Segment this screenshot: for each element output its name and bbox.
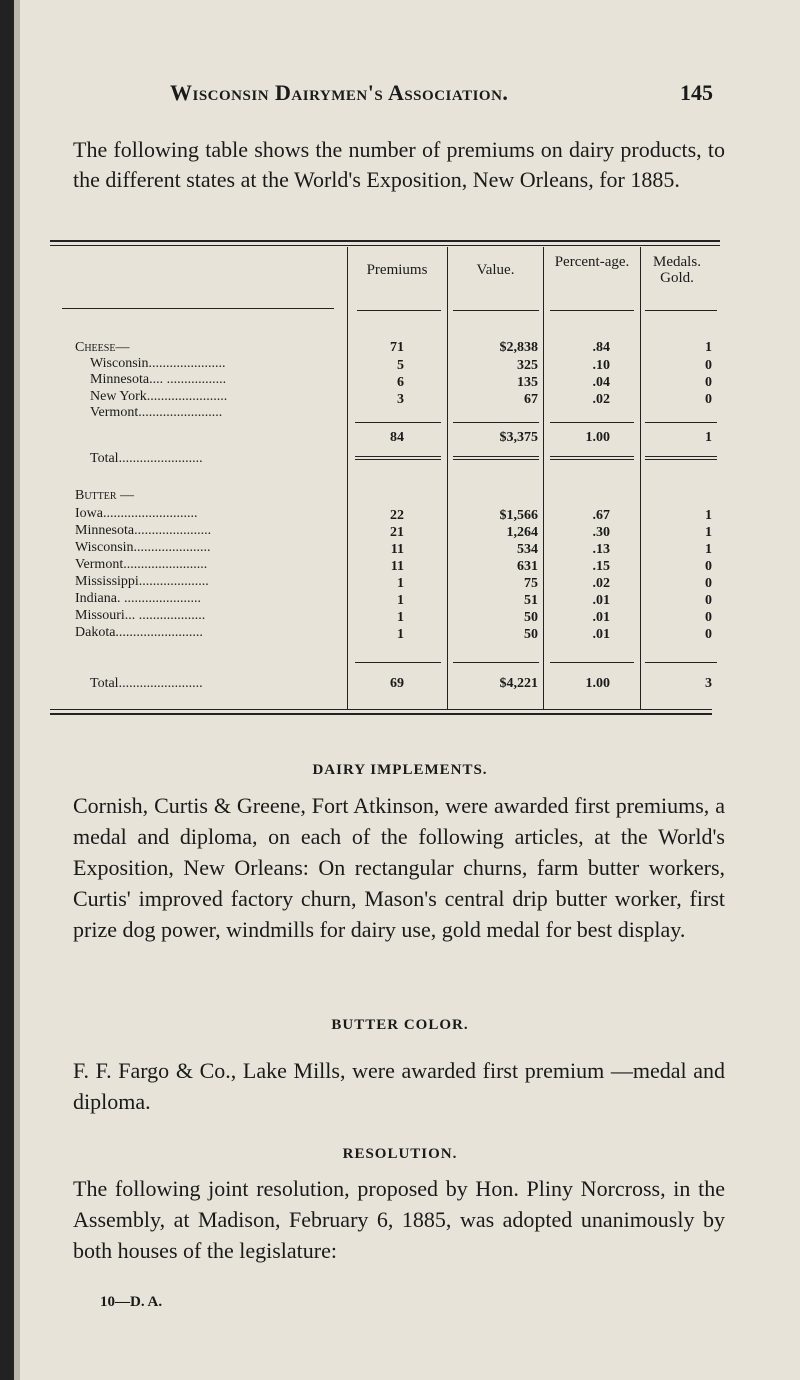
butter-total-label: Total........................	[90, 676, 203, 691]
cell-medals: 0	[705, 576, 712, 591]
cell-premiums: 6	[397, 375, 404, 390]
butter-total-percent: 1.00	[585, 676, 610, 691]
cheese-heading: Cheese—	[75, 340, 130, 355]
cell-percent: .02	[592, 392, 610, 407]
cell-premiums: 21	[390, 525, 404, 540]
cheese-total-percent: 1.00	[585, 430, 610, 445]
cell-percent: .01	[592, 593, 610, 608]
table-top-rule-2	[50, 245, 720, 246]
cell-percent: .02	[592, 576, 610, 591]
double-rule	[645, 456, 717, 457]
cell-value: 51	[524, 593, 538, 608]
cell-percent: .10	[592, 358, 610, 373]
table-top-rule	[50, 240, 720, 242]
table-row-label: Minnesota.... .................	[90, 372, 227, 387]
cell-premiums: 5	[397, 358, 404, 373]
butter-total-medals: 3	[705, 676, 712, 691]
cell-percent: .04	[592, 375, 610, 390]
table-bottom-rule	[50, 709, 712, 710]
col-divider-3	[543, 247, 544, 709]
cell-premiums: 1	[397, 627, 404, 642]
cell-value: 50	[524, 627, 538, 642]
cell-value: 50	[524, 610, 538, 625]
cell-medals: 1	[705, 340, 712, 355]
cell-premiums: 3	[397, 392, 404, 407]
col-header-value: Value.	[476, 262, 515, 278]
cell-premiums: 11	[390, 559, 404, 574]
cell-premiums: 71	[390, 340, 404, 355]
paragraph-butter-color: F. F. Fargo & Co., Lake Mills, were awarded first premium —medal and diploma.	[73, 1058, 725, 1114]
double-rule	[453, 456, 539, 457]
header-rule	[645, 310, 717, 311]
subtotal-rule	[453, 422, 539, 423]
section-heading-resolution: RESOLUTION.	[342, 1146, 458, 1162]
intro-paragraph: The following table shows the number of premiums on dairy products, to the different states at the World's Exposition, New Orleans, for 1885.	[73, 137, 725, 192]
double-rule	[550, 459, 634, 460]
cheese-total-value: $3,375	[499, 430, 538, 445]
cell-medals: 0	[705, 593, 712, 608]
running-head: Wisconsin Dairymen's Association.	[170, 80, 509, 105]
double-rule	[645, 459, 717, 460]
subtotal-rule	[645, 422, 717, 423]
book-spine-shadow	[0, 0, 14, 1380]
table-row-label: Wisconsin......................	[75, 540, 211, 555]
table-row-label: New York.......................	[90, 389, 228, 404]
cell-medals: 0	[705, 392, 712, 407]
subtotal-rule	[355, 662, 441, 663]
header-rule	[453, 310, 539, 311]
cell-medals: 0	[705, 627, 712, 642]
table-row-label: Indiana. ......................	[75, 591, 201, 606]
subtotal-rule	[550, 422, 634, 423]
cell-premiums: 11	[390, 542, 404, 557]
cell-percent: .01	[592, 610, 610, 625]
butter-total-premiums: 69	[390, 676, 404, 691]
subtotal-rule	[645, 662, 717, 663]
butter-heading: Butter —	[75, 488, 135, 503]
butter-total-value: $4,221	[499, 676, 538, 691]
col-header-premiums: Premiums	[366, 262, 428, 278]
cell-value: 534	[517, 542, 538, 557]
cell-medals: 0	[705, 358, 712, 373]
cell-value: $1,566	[499, 508, 538, 523]
cell-premiums: 1	[397, 576, 404, 591]
table-bottom-rule-2	[50, 713, 712, 715]
subtotal-rule	[355, 422, 441, 423]
table-row-label: Missouri... ...................	[75, 608, 206, 623]
cheese-total-medals: 1	[705, 430, 712, 445]
section-heading-butter-color: BUTTER COLOR.	[331, 1017, 469, 1033]
cell-medals: 0	[705, 610, 712, 625]
col-divider-2	[447, 247, 448, 709]
double-rule	[550, 456, 634, 457]
table-row-label: Wisconsin......................	[90, 356, 226, 371]
cell-value: 135	[517, 375, 538, 390]
cell-value: 631	[517, 559, 538, 574]
cell-percent: .67	[592, 508, 610, 523]
page-edge	[14, 0, 20, 1380]
table-row-label: Minnesota......................	[75, 523, 212, 538]
paragraph-resolution: The following joint resolution, proposed by Hon. Pliny Norcross, in the Assembly, at Madison, February 6, 1885, was adopted unanimously by both houses of the legislature:	[73, 1176, 725, 1263]
table-row-label: Vermont........................	[75, 557, 208, 572]
col-header-percentage: Percent-age.	[554, 254, 630, 270]
cell-value: 67	[524, 392, 538, 407]
cell-value: $2,838	[499, 340, 538, 355]
cell-percent: .30	[592, 525, 610, 540]
cell-medals: 0	[705, 375, 712, 390]
cell-premiums: 22	[390, 508, 404, 523]
page-number: 145	[680, 80, 713, 105]
section-heading-dairy-implements: DAIRY IMPLEMENTS.	[312, 762, 488, 778]
double-rule	[355, 459, 441, 460]
cell-medals: 1	[705, 542, 712, 557]
double-rule	[453, 459, 539, 460]
cell-medals: 1	[705, 508, 712, 523]
cheese-total-premiums: 84	[390, 430, 404, 445]
cell-percent: .13	[592, 542, 610, 557]
table-row-label: Iowa...........................	[75, 506, 198, 521]
cell-percent: .15	[592, 559, 610, 574]
cell-value: 325	[517, 358, 538, 373]
header-rule	[357, 310, 441, 311]
subtotal-rule	[550, 662, 634, 663]
cell-percent: .01	[592, 627, 610, 642]
cell-medals: 0	[705, 559, 712, 574]
col-divider-1	[347, 247, 348, 709]
subtotal-rule	[453, 662, 539, 663]
header-rule	[550, 310, 634, 311]
table-row-label: Mississippi....................	[75, 574, 209, 589]
signature-mark: 10—D. A.	[100, 1294, 163, 1310]
col-divider-4	[640, 247, 641, 709]
cell-premiums: 1	[397, 610, 404, 625]
header-rule	[62, 308, 334, 309]
col-header-medals: Medals. Gold.	[653, 254, 701, 286]
table-row-label: Vermont........................	[90, 405, 223, 420]
cell-value: 75	[524, 576, 538, 591]
cell-premiums: 1	[397, 593, 404, 608]
cell-medals: 1	[705, 525, 712, 540]
double-rule	[355, 456, 441, 457]
cell-value: 1,264	[506, 525, 538, 540]
cell-percent: .84	[592, 340, 610, 355]
table-row-label: Dakota.........................	[75, 625, 203, 640]
paragraph-dairy-implements: Cornish, Curtis & Greene, Fort Atkinson, were awarded first premiums, a medal and diploma, on each of the following articles, at the World's Exposition, New Orleans: On rectangular churns, farm butter workers, Curtis' improved factory churn, Mason's central drip butter worker, first prize dog power, windmills for dairy use, gold medal for best display.	[73, 793, 725, 942]
cheese-total-label: Total........................	[90, 451, 203, 466]
